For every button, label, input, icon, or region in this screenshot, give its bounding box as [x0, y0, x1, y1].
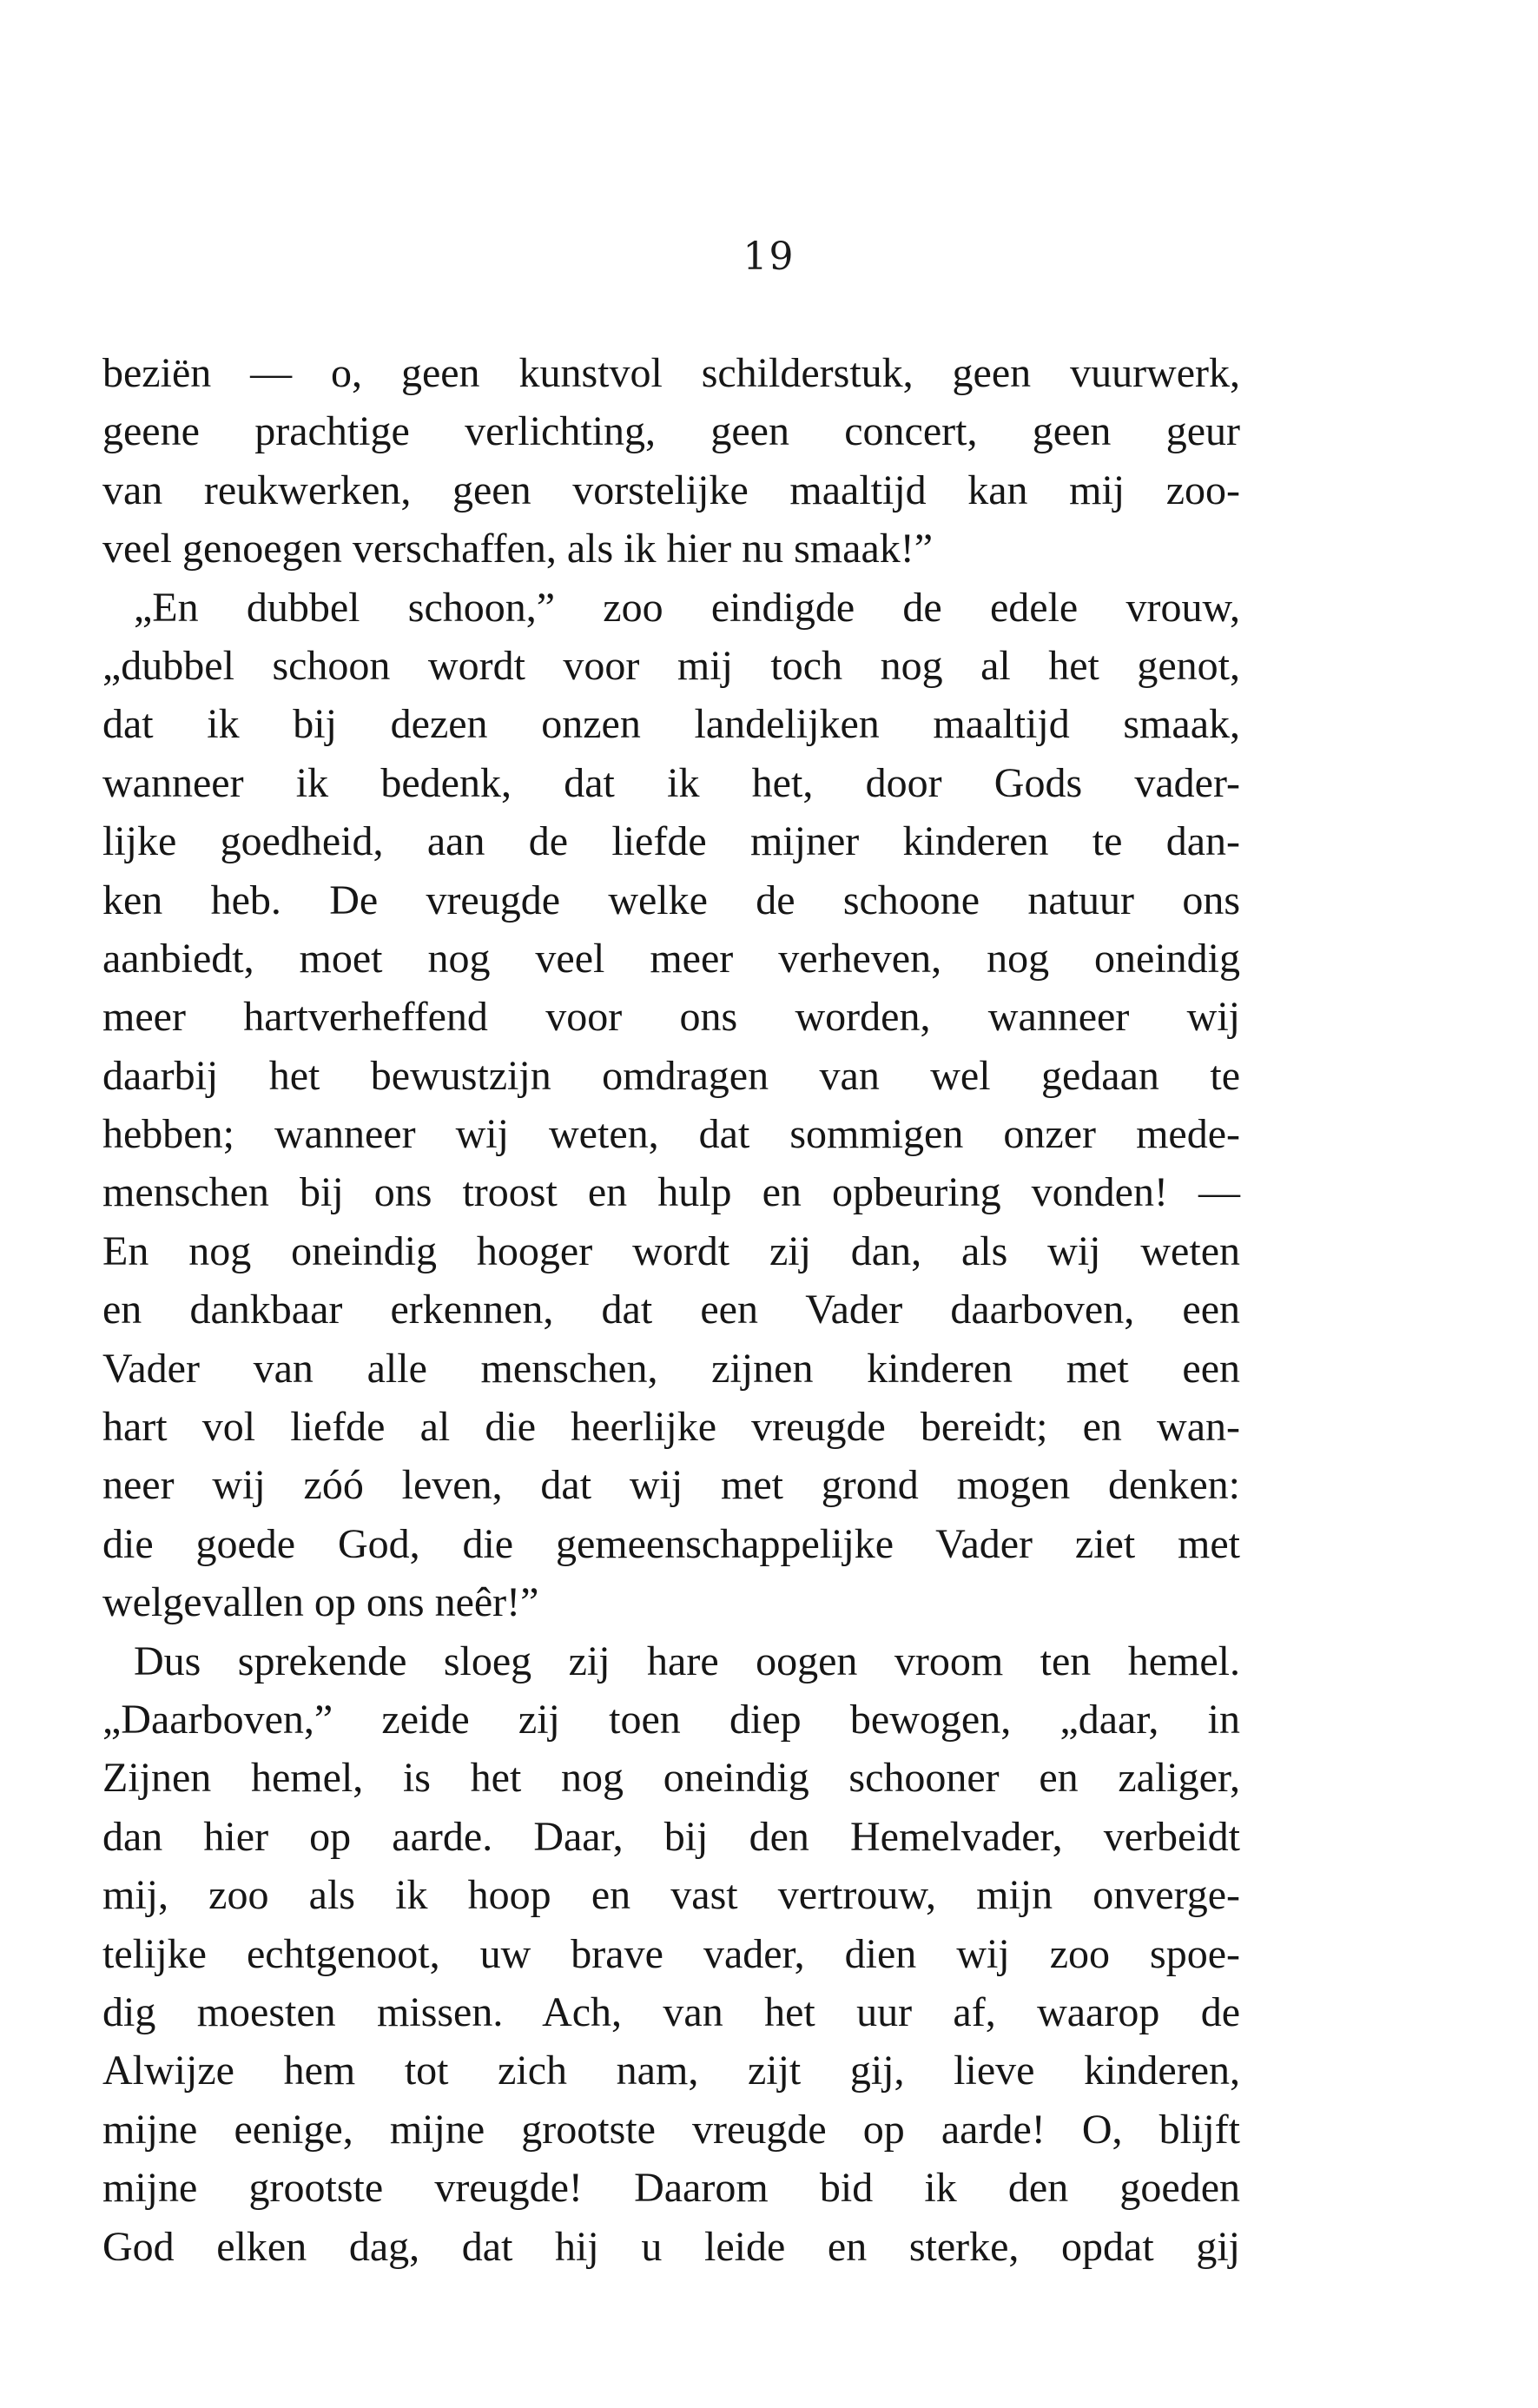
text-line: En nog oneindig hooger wordt zij dan, als wij weten [102, 1227, 1240, 1274]
text-line: en dankbaar erkennen, dat een Vader daarboven, een [102, 1287, 1240, 1333]
text-line: lijke goedheid, aan de liefde mijner kinderen te dan- [102, 818, 1240, 865]
text-line: dat ik bij dezen onzen landelijken maaltijd smaak, [102, 701, 1240, 748]
text-line: „En dubbel schoon,” zoo eindigde de edele vrouw, [134, 584, 1240, 631]
text-line: van reukwerken, geen vorstelijke maaltijd kan mij zoo- [102, 466, 1240, 513]
text-line: die goede God, die gemeenschappelijke Vader ziet met [102, 1520, 1240, 1567]
text-line: Vader van alle menschen, zijnen kinderen met een [102, 1345, 1240, 1392]
text-line: dig moesten missen. Ach, van het uur af, waarop de [102, 1988, 1240, 2035]
text-line: meer hartverheffend voor ons worden, wanneer wij [102, 994, 1240, 1041]
text-line: menschen bij ons troost en hulp en opbeuring vonden! — [102, 1169, 1240, 1216]
text-line: daarbij het bewustzijn omdragen van wel gedaan te [102, 1052, 1240, 1099]
text-line: veel genoegen verschaffen, als ik hier nu smaak!” [102, 526, 934, 572]
text-line: mij, zoo als ik hoop en vast vertrouw, mijn onverge- [102, 1872, 1240, 1919]
text-line: Dus sprekende sloeg zij hare oogen vroom ten hemel. [134, 1637, 1240, 1684]
text-line: beziën — o, geen kunstvol schilderstuk, geen vuurwerk, [102, 350, 1240, 396]
text-line: aanbiedt, moet nog veel meer verheven, nog oneindig [102, 935, 1240, 982]
text-line: telijke echtgenoot, uw brave vader, dien wij zoo spoe- [102, 1930, 1240, 1977]
page-number: 19 [743, 235, 795, 279]
text-line: neer wij zóó leven, dat wij met grond mogen denken: [102, 1462, 1240, 1509]
text-line: wanneer ik bedenk, dat ik het, door Gods vader- [102, 759, 1240, 806]
text-line: ken heb. De vreugde welke de schoone natuur ons [102, 877, 1240, 923]
text-line: mijne eenige, mijne grootste vreugde op aarde! O, blijft [102, 2106, 1240, 2153]
text-line: Zijnen hemel, is het nog oneindig schooner en zaliger, [102, 1755, 1240, 1802]
text-line: Alwijze hem tot zich nam, zijt gij, lieve kinderen, [102, 2047, 1240, 2094]
body-text [102, 344, 1240, 2276]
text-line: geene prachtige verlichting, geen concert, geen geur [102, 408, 1240, 455]
text-line: welgevallen op ons neêr!” [102, 1579, 539, 1626]
text-line: dan hier op aarde. Daar, bij den Hemelvader, verbeidt [102, 1813, 1240, 1860]
text-line: „Daarboven,” zeide zij toen diep bewogen, „daar, in [102, 1696, 1240, 1743]
text-line: hart vol liefde al die heerlijke vreugde bereidt; en wan- [102, 1404, 1240, 1451]
text-line: hebben; wanneer wij weten, dat sommigen onzer mede- [102, 1111, 1240, 1158]
text-line: mijne grootste vreugde! Daarom bid ik den goeden [102, 2165, 1240, 2212]
text-line: God elken dag, dat hij u leide en sterke, opdat gij [102, 2223, 1240, 2270]
text-line: „dubbel schoon wordt voor mij toch nog al het genot, [102, 642, 1240, 689]
